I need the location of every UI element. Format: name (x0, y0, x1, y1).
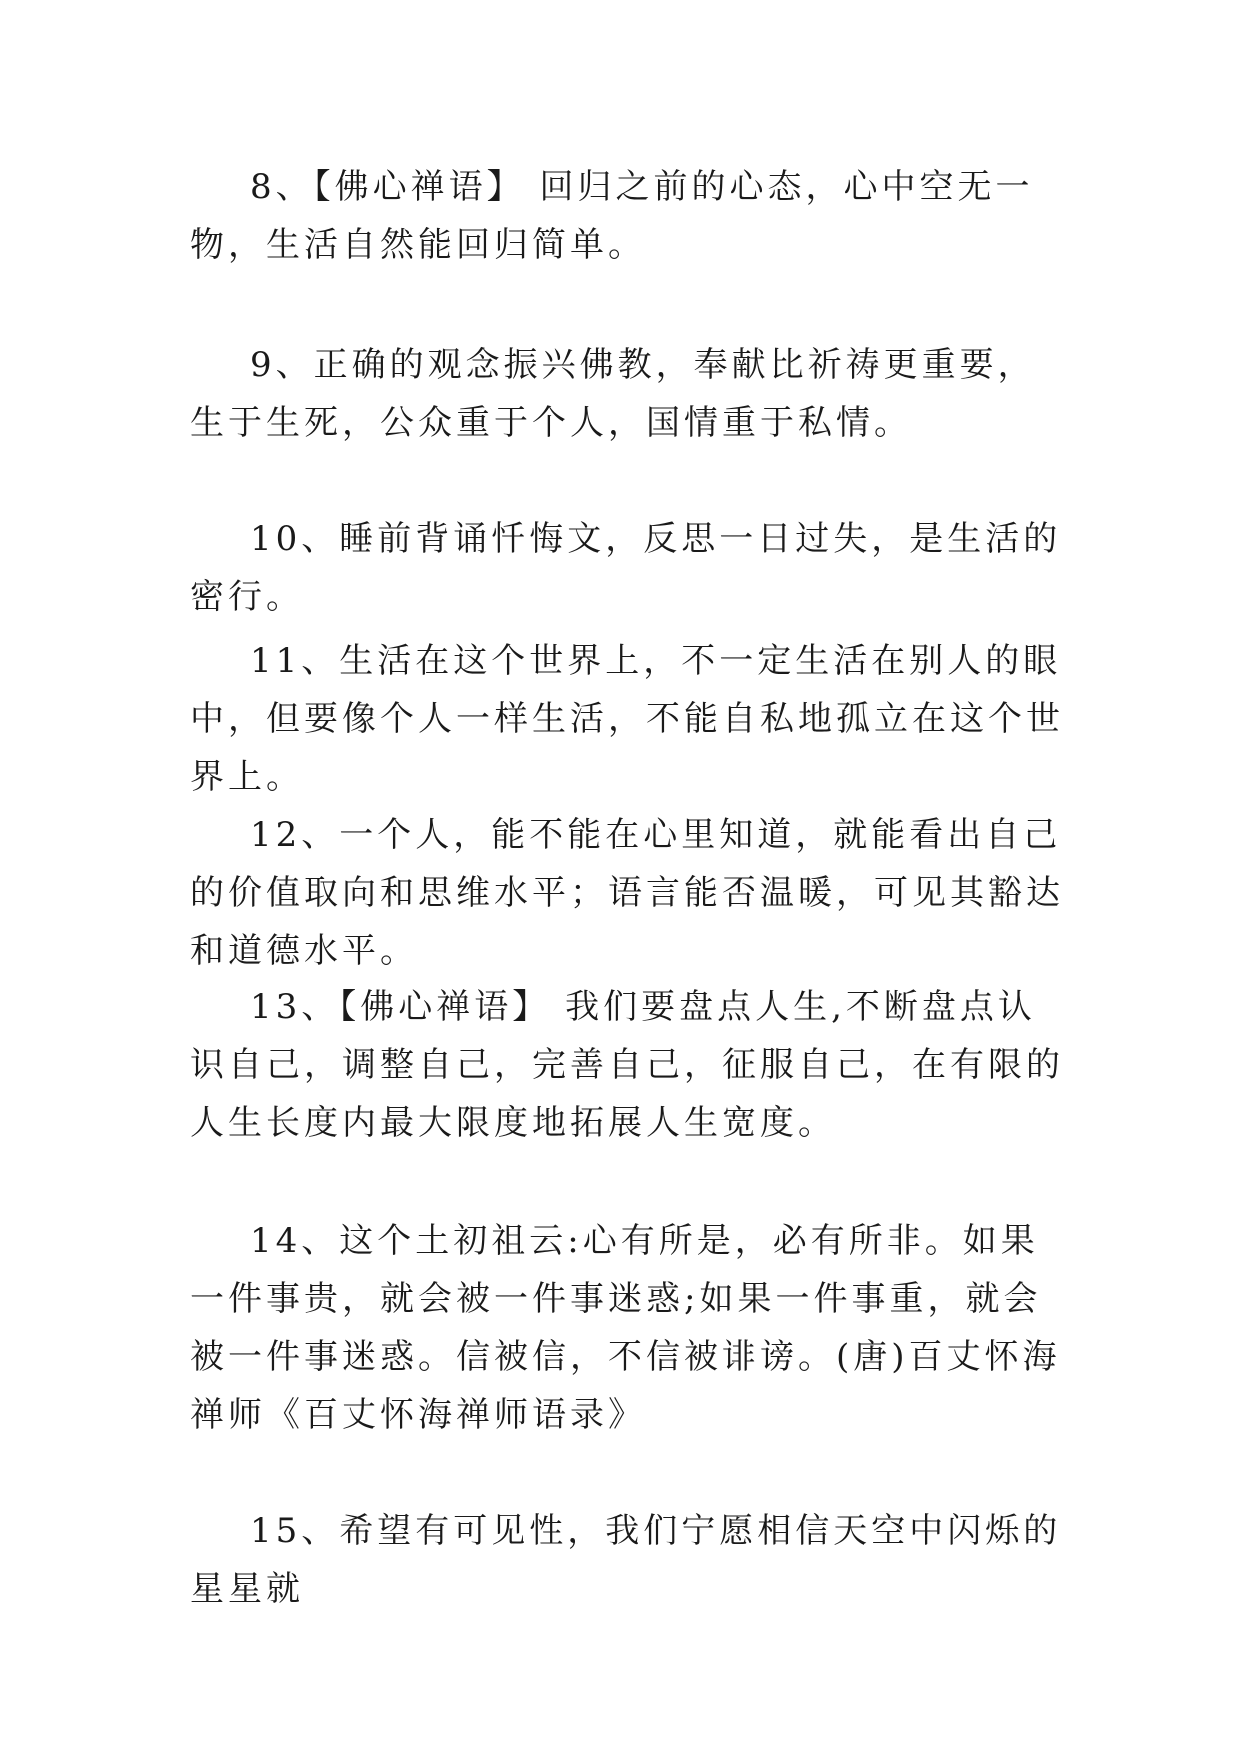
paragraph-12: 12、一个人，能不能在心里知道，就能看出自己的价值取向和思维水平；语言能否温暖，可见其豁达和道德水平。 (190, 815, 1064, 971)
paragraph-15: 15、希望有可见性，我们宁愿相信天空中闪烁的星星就 (190, 1511, 1062, 1609)
paragraph-13: 13、【佛心禅语】 我们要盘点人生,不断盘点认识自己，调整自己，完善自己，征服自己，在有限的人生长度内最大限度地拓展人生宽度。 (190, 987, 1064, 1143)
paragraph-14: 14、这个土初祖云:心有所是，必有所非。如果一件事贵，就会被一件事迷惑;如果一件事重，就会被一件事迷惑。信被信，不信被诽谤。(唐)百丈怀海禅师《百丈怀海禅师语录》 (190, 1221, 1061, 1435)
paragraph-11: 11、生活在这个世界上，不一定生活在别人的眼中，但要像个人一样生活，不能自私地孤立在这个世界上。 (190, 641, 1064, 797)
paragraph-8: 8、【佛心禅语】 回归之前的心态，心中空无一物，生活自然能回归简单。 (190, 167, 1034, 265)
paragraph-9: 9、正确的观念振兴佛教，奉献比祈祷更重要，生于生死，公众重于个人，国情重于私情。 (190, 345, 1036, 443)
paragraph-10: 10、睡前背诵忏悔文，反思一日过失，是生活的密行。 (190, 519, 1062, 617)
